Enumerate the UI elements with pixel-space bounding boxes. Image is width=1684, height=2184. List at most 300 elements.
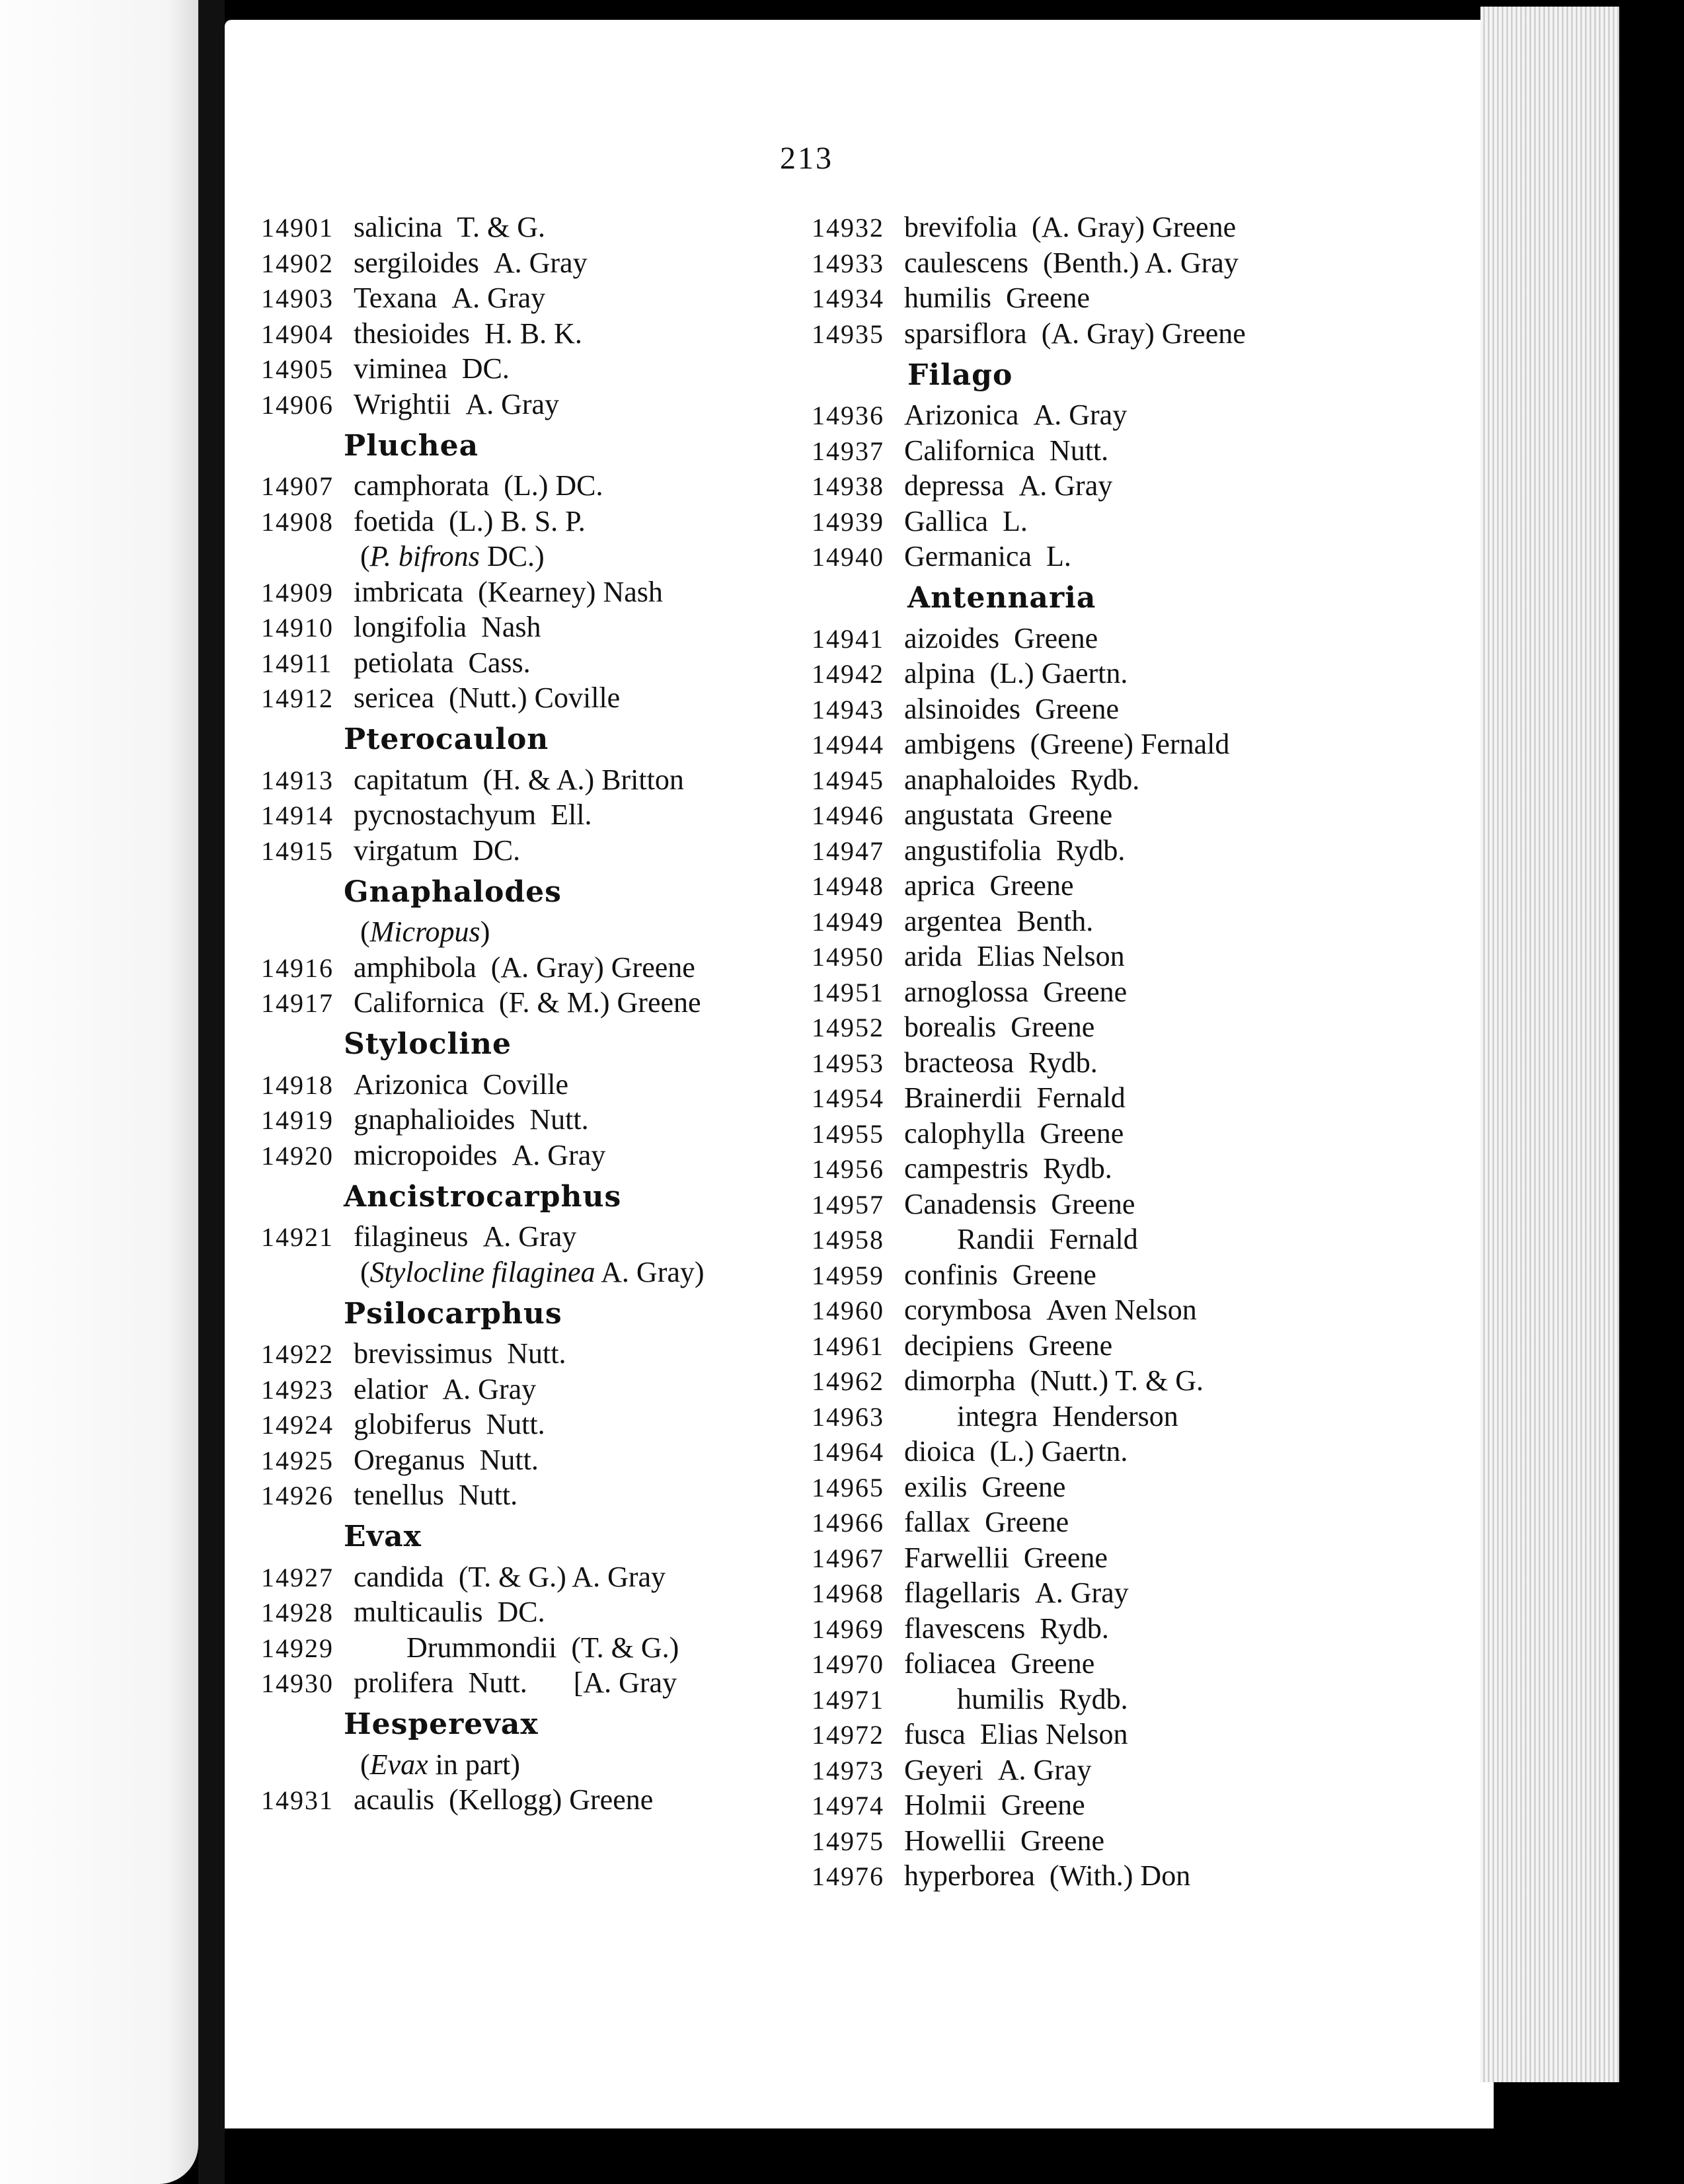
species-name: capitatum [354, 763, 469, 796]
species-authority: Ell. [551, 799, 592, 831]
species-authority: (Benth.) A. Gray [1043, 246, 1239, 279]
entry-number: 14952 [812, 1013, 884, 1042]
species-name: Gallica [904, 504, 989, 537]
species-authority: (A. Gray) Greene [1032, 211, 1237, 243]
species-name: borealis [904, 1011, 997, 1043]
entry-number: 14948 [812, 871, 884, 901]
entry-number: 14931 [261, 1785, 334, 1815]
synonym-name: P. bifrons [369, 540, 480, 572]
species-authority: Benth. [1016, 904, 1094, 937]
species-name: amphibola [354, 951, 477, 984]
entry-number: 14918 [261, 1070, 334, 1100]
entry-number: 14964 [812, 1437, 884, 1467]
scan-background [1619, 0, 1684, 2184]
genus-label: Ancistrocarphus [344, 1179, 622, 1214]
entry-number: 14902 [261, 248, 334, 278]
species-entry [812, 1612, 1406, 1647]
entry-number: 14975 [812, 1826, 884, 1856]
species-authority: A. Gray [451, 282, 546, 314]
species-authority: Rydb. [1040, 1612, 1109, 1645]
species-name: confinis [904, 1258, 998, 1291]
species-name: humilis [904, 282, 992, 314]
species-entry [261, 1478, 816, 1514]
species-authority: Nutt. [507, 1337, 566, 1370]
species-entry [812, 1647, 1406, 1682]
species-entry [261, 834, 816, 869]
species-name: caulescens [904, 246, 1029, 279]
genus-heading [261, 717, 816, 763]
species-entry [812, 504, 1406, 540]
entry-number: 14960 [812, 1296, 884, 1325]
species-entry [812, 1187, 1406, 1223]
entry-number: 14935 [812, 319, 884, 349]
species-name: Californica [904, 434, 1035, 467]
entry-number: 14924 [261, 1410, 334, 1440]
species-name: salicina [354, 211, 443, 243]
species-name: globiferus [354, 1408, 472, 1440]
species-authority: A. Gray [1034, 1577, 1129, 1609]
synonym-rest: A. Gray) [595, 1255, 705, 1288]
species-authority: Coville [482, 1068, 569, 1101]
species-name: flavescens [904, 1612, 1026, 1645]
species-name: campestris [904, 1152, 1029, 1185]
species-authority: (Kearney) Nash [478, 575, 663, 608]
entry-number: 14905 [261, 354, 334, 384]
species-entry [261, 246, 816, 282]
species-name: brevifolia [904, 211, 1018, 243]
entry-number: 14903 [261, 284, 334, 313]
entry-number: 14920 [261, 1140, 334, 1171]
species-entry [261, 1783, 816, 1818]
entry-number: 14959 [812, 1260, 884, 1290]
entry-number: 14928 [261, 1598, 334, 1627]
species-name: dioica [904, 1435, 976, 1467]
species-name: viminea [354, 352, 447, 385]
entry-number: 14929 [261, 1633, 334, 1663]
species-authority: (Nutt.) Coville [449, 682, 621, 714]
species-name: tenellus [354, 1479, 444, 1511]
species-name: depressa [904, 469, 1005, 502]
species-name: sparsiflora [904, 317, 1027, 350]
synonym-open: ( [360, 916, 370, 948]
species-entry [812, 1329, 1406, 1364]
synonym-note [261, 1748, 816, 1783]
wrapped-authority: [A. Gray [573, 1666, 677, 1699]
entry-number: 14921 [261, 1222, 334, 1252]
species-entry [261, 1407, 816, 1443]
species-name: Arizonica [354, 1068, 469, 1101]
species-name: foetida [354, 504, 435, 537]
synonym-note [261, 539, 816, 575]
species-authority: Rydb. [1028, 1046, 1098, 1079]
entry-number: 14944 [812, 730, 884, 760]
entry-number: 14962 [812, 1366, 884, 1396]
entry-number: 14941 [812, 623, 884, 654]
species-authority: (L.) B. S. P. [449, 504, 586, 537]
species-authority: Rydb. [1059, 1682, 1128, 1715]
entry-number: 14937 [812, 436, 884, 466]
species-entry [261, 986, 816, 1021]
entry-number: 14919 [261, 1105, 334, 1135]
species-entry [261, 763, 816, 799]
species-entry [261, 352, 816, 387]
entry-number: 14916 [261, 953, 334, 983]
species-authority: A. Gray [997, 1753, 1092, 1786]
species-entry [812, 1753, 1406, 1789]
species-name: brevissimus [354, 1337, 493, 1370]
genus-heading [261, 1290, 816, 1337]
entry-number: 14939 [812, 506, 884, 537]
entry-number: 14926 [261, 1481, 334, 1510]
species-name: longifolia [354, 611, 467, 643]
entry-number: 14930 [261, 1668, 334, 1698]
page-number: 213 [780, 141, 833, 176]
species-name: foliacea [904, 1647, 997, 1680]
genus-label: Stylocline [344, 1027, 512, 1061]
entry-number: 14915 [261, 836, 334, 866]
entry-number: 14901 [261, 213, 334, 243]
species-authority: A. Gray [465, 387, 560, 420]
species-authority: A. Gray [1033, 399, 1128, 431]
species-name: arida [904, 940, 962, 972]
species-entry [812, 939, 1406, 975]
entry-number: 14972 [812, 1720, 884, 1750]
synonym-name: Stylocline filaginea [369, 1255, 595, 1288]
species-entry [812, 1081, 1406, 1116]
synonym-open: ( [360, 540, 370, 572]
species-name: integra [957, 1399, 1038, 1432]
species-entry [812, 210, 1406, 246]
entry-number: 14961 [812, 1331, 884, 1361]
entry-number: 14923 [261, 1374, 334, 1405]
species-authority: Greene [1023, 1541, 1108, 1574]
species-name: ambigens [904, 728, 1016, 760]
entry-number: 14955 [812, 1118, 884, 1149]
synonym-name: Evax [369, 1748, 428, 1781]
genus-label: Psilocarphus [344, 1296, 562, 1331]
entry-number: 14951 [812, 977, 884, 1007]
entry-number: 14908 [261, 506, 334, 537]
entry-number: 14904 [261, 319, 334, 349]
species-authority: Greene [1014, 621, 1098, 654]
species-name: humilis [957, 1682, 1045, 1715]
species-name: Oreganus [354, 1443, 465, 1476]
species-name: corymbosa [904, 1294, 1032, 1326]
species-authority: Greene [1012, 1258, 1096, 1291]
species-entry [812, 1364, 1406, 1399]
species-entry [261, 1103, 816, 1138]
species-entry [812, 1470, 1406, 1506]
species-authority: DC. [461, 352, 510, 385]
species-entry [261, 504, 816, 540]
species-entry [812, 246, 1406, 282]
species-entry [812, 1541, 1406, 1577]
entry-number: 14969 [812, 1614, 884, 1644]
species-authority: Elias Nelson [976, 940, 1125, 972]
species-authority: Greene [1020, 1824, 1104, 1857]
species-authority: Henderson [1052, 1399, 1178, 1432]
species-authority: (With.) Don [1049, 1859, 1191, 1892]
species-name: imbricata [354, 575, 464, 608]
species-name: arnoglossa [904, 975, 1029, 1008]
species-entry [261, 1138, 816, 1174]
entry-number: 14925 [261, 1445, 334, 1475]
species-name: alsinoides [904, 692, 1020, 725]
genus-heading [261, 422, 816, 469]
species-entry [261, 1337, 816, 1372]
species-authority: Greene [1034, 692, 1119, 725]
species-name: calophylla [904, 1116, 1026, 1150]
species-name: sericea [354, 682, 435, 714]
species-entry [261, 646, 816, 682]
species-entry [261, 317, 816, 352]
species-name: Howellii [904, 1824, 1006, 1857]
genus-label: Antennaria [907, 581, 1096, 615]
genus-heading [261, 1173, 816, 1220]
species-name: Drummondii [406, 1631, 557, 1664]
synonym-name: Micropus [369, 916, 480, 948]
species-entry [812, 904, 1406, 940]
species-authority: Greene [1040, 1116, 1124, 1150]
entry-number: 14970 [812, 1649, 884, 1679]
entry-number: 14967 [812, 1543, 884, 1573]
species-entry [261, 1372, 816, 1408]
species-authority: (Kellogg) Greene [449, 1783, 654, 1816]
genus-heading [261, 1021, 816, 1068]
species-authority: Greene [1001, 1789, 1085, 1821]
species-authority: T. & G. [457, 211, 546, 243]
species-name: virgatum [354, 834, 459, 867]
species-name: Canadensis [904, 1187, 1037, 1220]
book-gutter [198, 0, 225, 2184]
entry-number: 14958 [812, 1225, 884, 1255]
species-entry [261, 1666, 816, 1701]
species-name: dimorpha [904, 1364, 1016, 1397]
page-edges [1480, 7, 1623, 2082]
species-entry [812, 1434, 1406, 1470]
species-entry [812, 975, 1406, 1011]
species-name: aizoides [904, 621, 1000, 654]
species-authority: (H. & A.) Britton [482, 763, 684, 796]
genus-label: Filago [907, 358, 1013, 392]
species-name: bracteosa [904, 1046, 1014, 1079]
species-name: thesioides [354, 317, 470, 350]
species-name: Geyeri [904, 1753, 983, 1786]
entry-number: 14963 [812, 1401, 884, 1432]
species-authority: A. Gray [512, 1138, 606, 1171]
species-name: elatior [354, 1372, 428, 1405]
species-entry [261, 1443, 816, 1479]
species-entry [812, 1576, 1406, 1612]
species-authority: (T. & G.) [571, 1631, 679, 1664]
species-entry [261, 387, 816, 423]
entry-number: 14950 [812, 942, 884, 972]
species-entry [812, 692, 1406, 728]
species-authority: Cass. [468, 646, 531, 679]
entry-number: 14957 [812, 1189, 884, 1220]
species-authority: (Greene) Fernald [1030, 728, 1230, 760]
species-name: aprica [904, 869, 976, 902]
species-authority: (T. & G.) A. Gray [458, 1560, 666, 1593]
species-authority: (L.) DC. [504, 469, 603, 502]
entry-number: 14949 [812, 906, 884, 937]
species-authority: Nash [481, 611, 541, 643]
entry-number: 14976 [812, 1861, 884, 1891]
species-authority: DC. [497, 1596, 545, 1628]
entry-number: 14909 [261, 577, 334, 607]
species-entry [812, 1293, 1406, 1329]
species-authority: Greene [1051, 1187, 1135, 1220]
species-name: acaulis [354, 1783, 435, 1816]
species-entry [261, 469, 816, 504]
species-entry [261, 281, 816, 317]
species-entry [812, 317, 1406, 352]
species-entry [812, 1116, 1406, 1152]
species-name: angustifolia [904, 834, 1042, 867]
entry-number: 14917 [261, 988, 334, 1018]
species-authority: Greene [1006, 282, 1091, 314]
species-name: angustata [904, 799, 1014, 831]
genus-heading [261, 1514, 816, 1560]
species-name: gnaphalioides [354, 1103, 516, 1136]
species-authority: (A. Gray) Greene [1041, 317, 1246, 350]
species-entry [812, 869, 1406, 904]
species-entry [812, 1682, 1406, 1718]
entry-number: 14934 [812, 284, 884, 313]
species-name: multicaulis [354, 1596, 483, 1628]
genus-label: Gnaphalodes [344, 875, 562, 909]
species-authority: Greene [989, 869, 1074, 902]
species-name: petiolata [354, 646, 454, 679]
species-authority: Greene [1028, 799, 1113, 831]
entry-number: 14966 [812, 1508, 884, 1538]
species-entry [812, 621, 1406, 657]
entry-number: 14971 [812, 1684, 884, 1715]
species-authority: Nutt. [1049, 434, 1109, 467]
synonym-rest: ) [480, 916, 490, 948]
species-entry [261, 1595, 816, 1631]
entry-number: 14932 [812, 213, 884, 243]
species-name: prolifera [354, 1666, 454, 1699]
species-entry [812, 1010, 1406, 1046]
entry-number: 14946 [812, 800, 884, 830]
species-authority: Greene [985, 1506, 1069, 1538]
synonym-rest: in part) [428, 1748, 520, 1781]
species-name: exilis [904, 1470, 968, 1503]
entry-number: 14936 [812, 401, 884, 430]
species-authority: Nutt. [468, 1666, 527, 1699]
species-entry [812, 1717, 1406, 1753]
genus-heading [812, 575, 1406, 621]
species-authority: A. Gray [1018, 469, 1113, 502]
species-name: alpina [904, 657, 976, 689]
species-entry [812, 727, 1406, 763]
species-authority: (F. & M.) Greene [498, 986, 701, 1019]
entry-number: 14947 [812, 836, 884, 866]
species-authority: Nutt. [486, 1408, 545, 1440]
entry-number: 14938 [812, 471, 884, 501]
genus-heading [812, 352, 1406, 398]
species-entry [812, 469, 1406, 504]
species-entry [812, 1258, 1406, 1294]
genus-heading [261, 869, 816, 915]
right-column [812, 210, 1406, 1894]
species-authority: A. Gray [442, 1372, 537, 1405]
entry-number: 14912 [261, 683, 334, 713]
species-name: Arizonica [904, 399, 1019, 431]
species-name: argentea [904, 904, 1003, 937]
species-name: flagellaris [904, 1577, 1020, 1609]
species-authority: Greene [1011, 1647, 1095, 1680]
species-name: Germanica [904, 540, 1032, 572]
entry-number: 14922 [261, 1339, 334, 1369]
species-authority: A. Gray [493, 246, 588, 279]
genus-label: Evax [344, 1520, 422, 1553]
species-authority: (L.) Gaertn. [989, 1435, 1128, 1467]
species-entry [812, 1151, 1406, 1187]
entry-number: 14933 [812, 248, 884, 278]
species-name: sergiloides [354, 246, 479, 279]
entry-number: 14906 [261, 389, 334, 420]
entry-number: 14956 [812, 1154, 884, 1184]
entry-number: 14973 [812, 1755, 884, 1785]
species-entry [261, 798, 816, 834]
species-entry [261, 1068, 816, 1103]
synonym-note [261, 915, 816, 951]
species-name: Randii [957, 1223, 1035, 1255]
species-authority: Rydb. [1055, 834, 1126, 867]
genus-label: Pluchea [344, 428, 479, 463]
entry-number: 14945 [812, 765, 884, 795]
species-authority: Rydb. [1043, 1152, 1112, 1185]
species-authority: (A. Gray) Greene [490, 951, 695, 984]
genus-label: Hesperevax [344, 1707, 539, 1741]
species-name: hyperborea [904, 1859, 1035, 1892]
entry-number: 14913 [261, 765, 334, 795]
species-authority: Nutt. [458, 1479, 518, 1511]
entry-number: 14910 [261, 613, 334, 643]
facing-page [0, 0, 198, 2184]
species-name: candida [354, 1560, 444, 1593]
species-entry [812, 398, 1406, 434]
species-entry [261, 1560, 816, 1596]
species-authority: Elias Nelson [979, 1718, 1128, 1750]
species-authority: Nutt. [529, 1103, 589, 1136]
species-entry [261, 1220, 816, 1255]
species-name: Wrightii [354, 387, 451, 420]
species-entry [812, 1222, 1406, 1258]
entry-number: 14953 [812, 1048, 884, 1078]
species-name: anaphaloides [904, 763, 1056, 796]
species-name: pycnostachyum [354, 799, 537, 831]
species-entry [812, 1859, 1406, 1894]
species-name: Texana [354, 282, 438, 314]
species-name: micropoides [354, 1138, 498, 1171]
species-entry [812, 656, 1406, 692]
entry-number: 14907 [261, 471, 334, 501]
entry-number: 14927 [261, 1562, 334, 1592]
species-entry [812, 798, 1406, 834]
species-name: Brainerdii [904, 1081, 1022, 1114]
species-authority: Nutt. [479, 1443, 539, 1476]
species-entry [261, 575, 816, 611]
species-entry [812, 763, 1406, 799]
species-entry [812, 1824, 1406, 1859]
entry-number: 14940 [812, 542, 884, 572]
genus-heading [261, 1701, 816, 1748]
species-entry [261, 681, 816, 717]
species-authority: Greene [1011, 1011, 1095, 1043]
